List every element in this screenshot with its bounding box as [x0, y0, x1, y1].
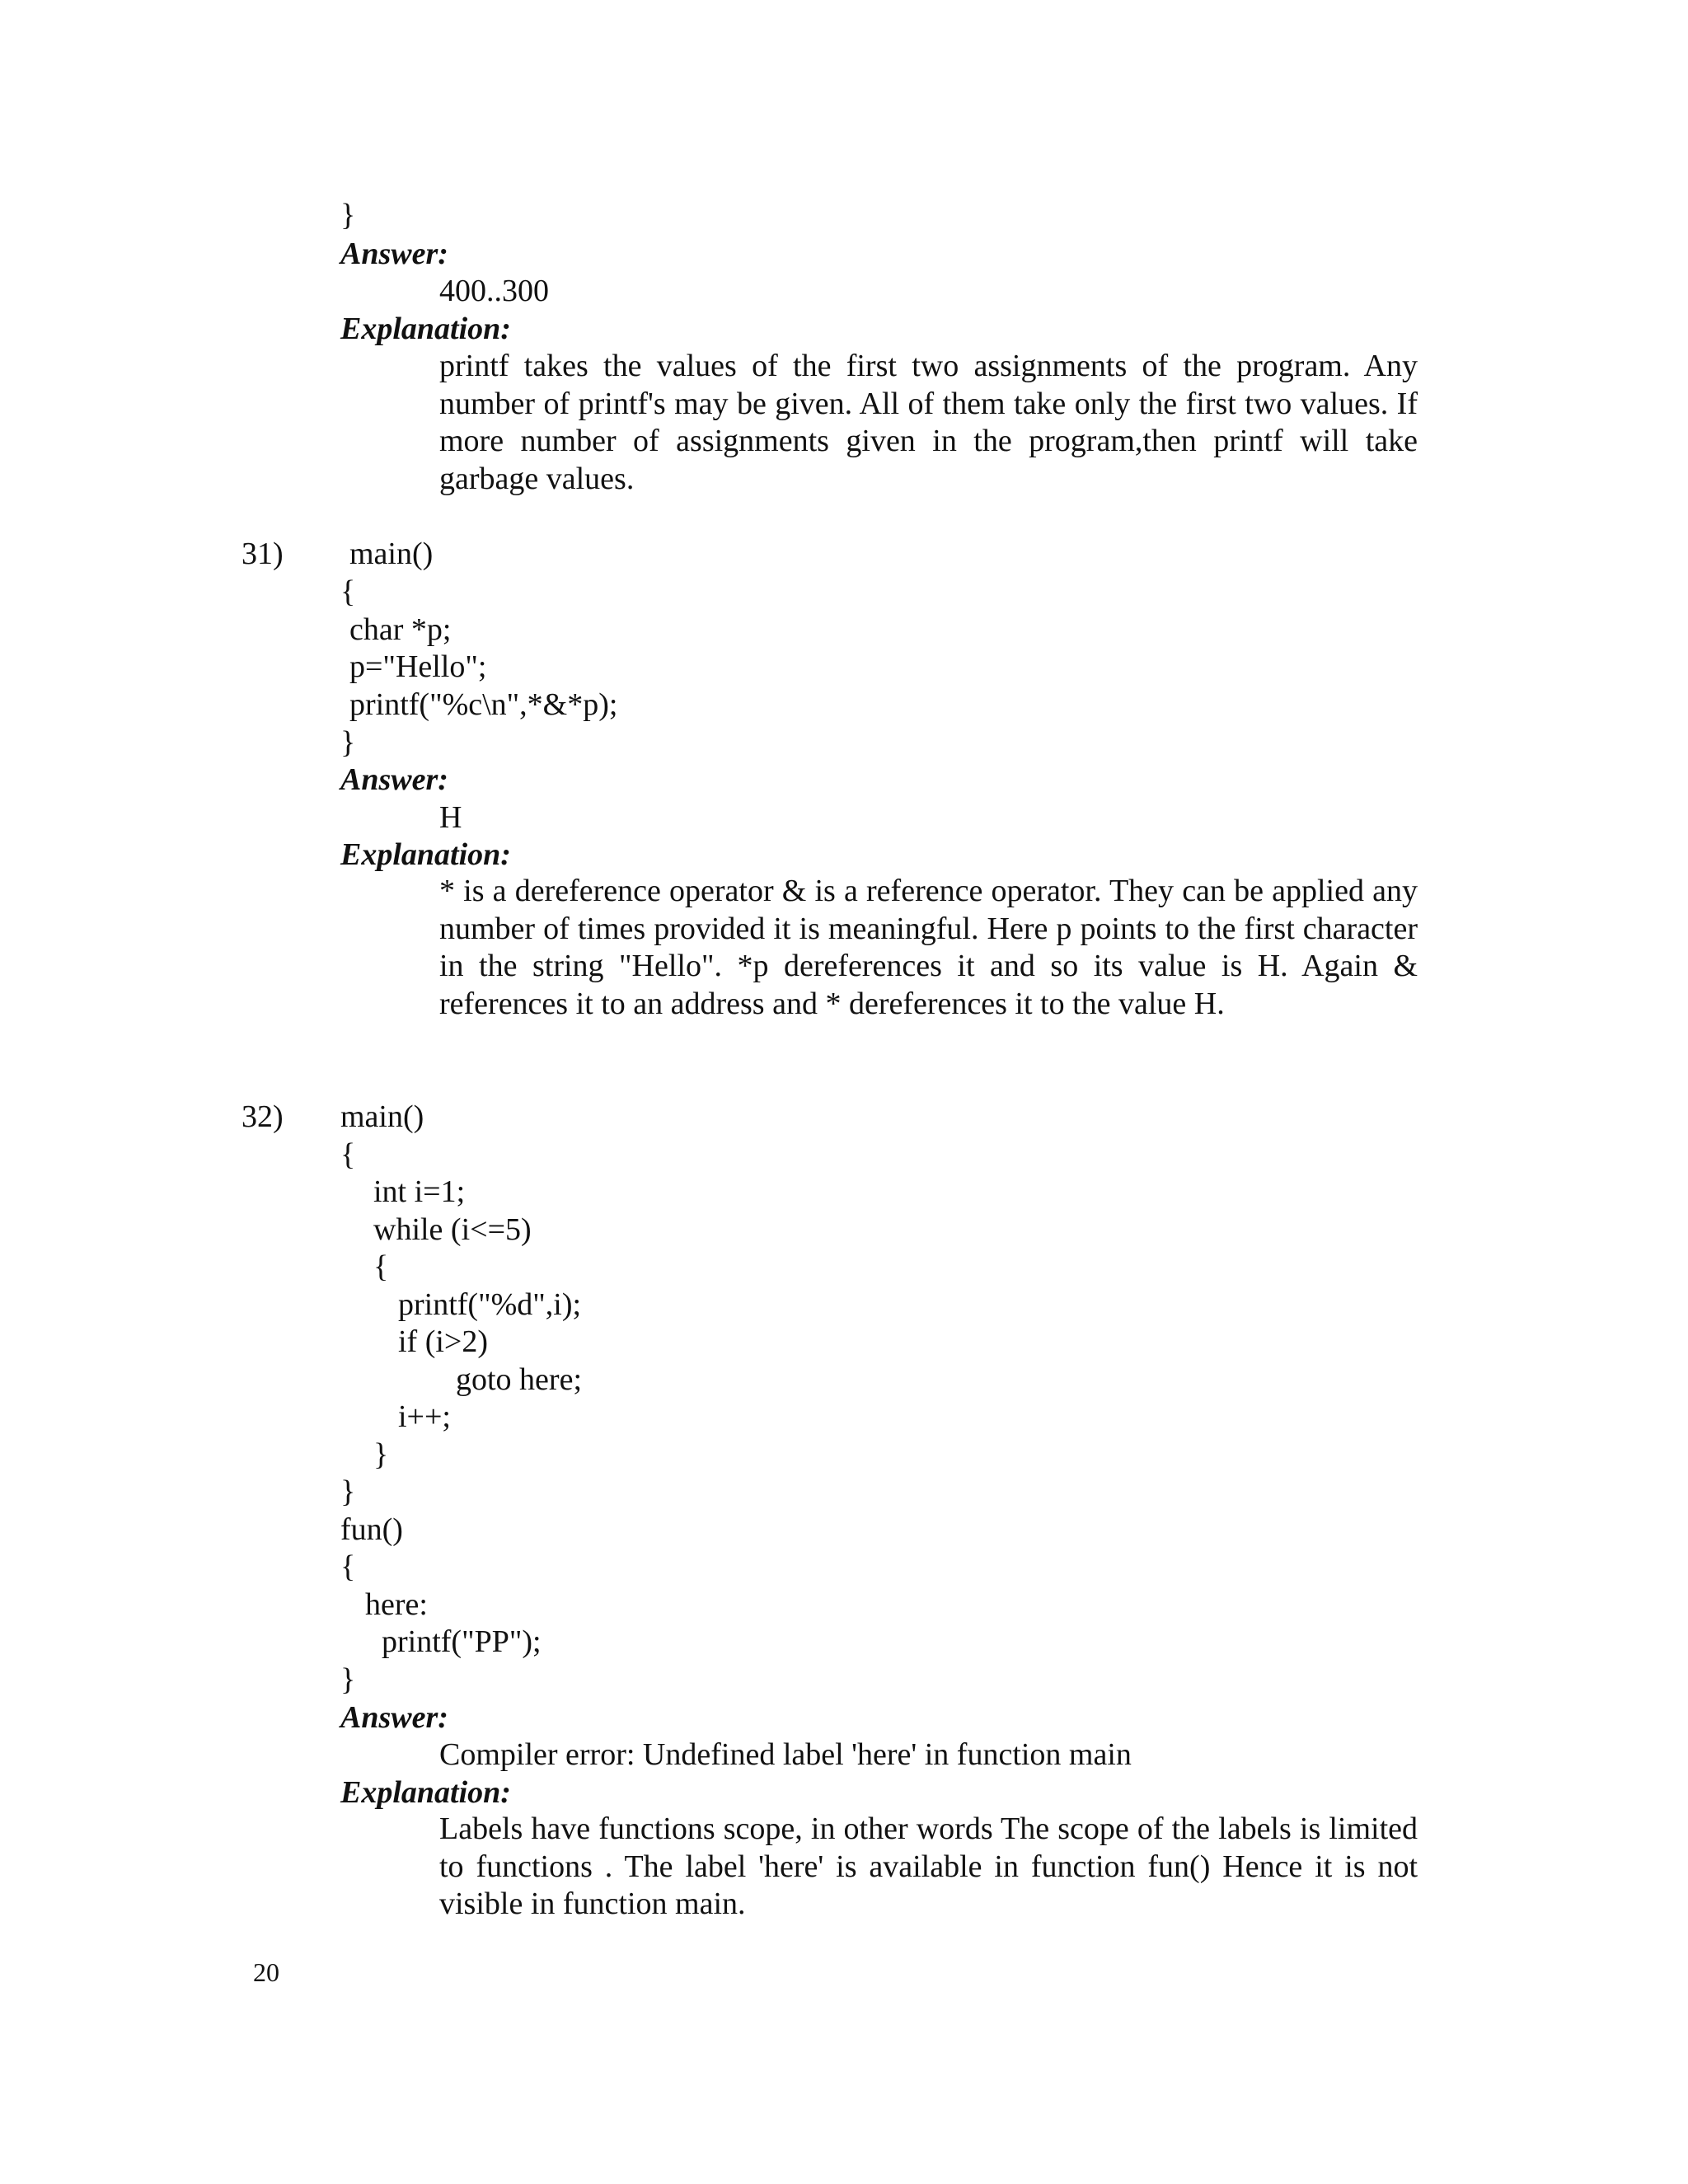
answer-label: Answer:	[340, 237, 448, 271]
question-number: 32)	[241, 1099, 284, 1134]
code-line: fun()	[340, 1512, 403, 1547]
answer-text: Compiler error: Undefined label 'here' in function main	[439, 1737, 1132, 1772]
code-line: main()	[340, 1099, 424, 1134]
code-line: printf("%c\n",*&*p);	[349, 687, 618, 722]
question-number: 31)	[241, 537, 284, 571]
code-line: }	[340, 1662, 356, 1697]
code-line: {	[340, 1549, 356, 1584]
code-line: main()	[349, 537, 434, 571]
code-line: {	[373, 1249, 389, 1284]
code-line: here:	[365, 1587, 428, 1622]
code-line: }	[340, 725, 356, 760]
answer-label: Answer:	[340, 762, 448, 797]
explanation-text: printf takes the values of the first two assignments of the program. Any number of printf's may be given. All of them take only the first two values. If more number of assignments given in the program,then printf will take garbage values.	[439, 349, 1418, 497]
explanation-text: Labels have functions scope, in other words The scope of the labels is limited to functions . The label 'here' is available in function fun() Hence it is not visible in function main.	[439, 1811, 1418, 1922]
code-line: while (i<=5)	[373, 1212, 532, 1247]
code-line: }	[340, 1474, 356, 1509]
code-line: printf("PP");	[382, 1624, 542, 1659]
explanation-label: Explanation:	[340, 312, 511, 346]
explanation-label: Explanation:	[340, 1775, 511, 1810]
code-line: int i=1;	[373, 1174, 466, 1209]
page-number: 20	[253, 1957, 279, 1987]
answer-label: Answer:	[340, 1700, 448, 1735]
code-line: p="Hello";	[349, 649, 487, 684]
code-line: printf("%d",i);	[398, 1287, 582, 1322]
code-line: }	[340, 198, 356, 232]
code-line: i++;	[398, 1399, 451, 1434]
code-line: if (i>2)	[398, 1324, 489, 1359]
code-line: goto here;	[456, 1362, 583, 1397]
answer-text: H	[439, 800, 462, 835]
code-line: char *p;	[349, 612, 452, 647]
code-line: }	[373, 1437, 389, 1472]
code-line: {	[340, 574, 356, 609]
code-line: {	[340, 1137, 356, 1172]
explanation-label: Explanation:	[340, 837, 511, 872]
answer-text: 400..300	[439, 274, 549, 308]
explanation-text: * is a dereference operator & is a reference operator. They can be applied any number of times provided it is meaningful. Here p points to the first character in the string "Hello". *p dereferences it and so its value is H. Again & references it to an address and * dereferences it to the value H.	[439, 874, 1418, 1022]
